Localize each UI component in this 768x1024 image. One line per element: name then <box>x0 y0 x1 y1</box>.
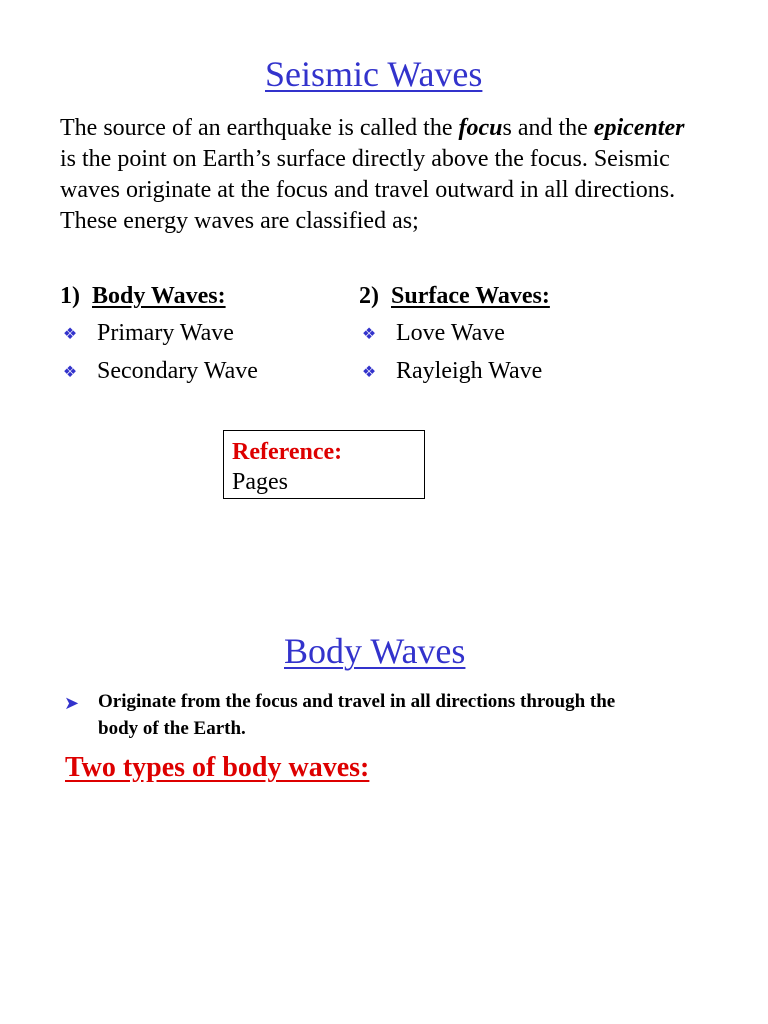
two-types-heading: Two types of body waves: <box>65 752 370 783</box>
arrow-bullet-icon: ➤ <box>64 693 80 713</box>
list-item <box>359 358 542 385</box>
list-item-text: Love Wave <box>396 320 505 346</box>
reference-box <box>223 430 425 499</box>
intro-paragraph <box>60 113 700 237</box>
body-waves-description: Originate from the focus and travel in all directions through the body of the Earth. <box>98 691 616 739</box>
list-item <box>359 320 505 347</box>
intro-text-4: These energy waves are classified as; <box>60 208 419 234</box>
diamond-bullet-icon: ❖ <box>361 325 377 343</box>
focus-term: focu <box>458 115 503 141</box>
section-title-body-waves: Body Waves <box>284 631 466 671</box>
epicenter-term: epicenter <box>593 115 685 141</box>
intro-text-1: The source of an earthquake is called the <box>60 115 459 141</box>
reference-value: Pages <box>232 469 288 495</box>
page-title-seismic-waves: Seismic Waves <box>265 54 483 94</box>
diamond-bullet-icon: ❖ <box>62 363 78 381</box>
body-waves-heading <box>60 283 226 310</box>
heading-number-2: 2) <box>359 283 379 309</box>
list-item <box>60 358 258 385</box>
surface-waves-heading <box>359 283 550 310</box>
reference-label: Reference: <box>232 439 343 465</box>
diamond-bullet-icon: ❖ <box>361 363 377 381</box>
list-item-text: Rayleigh Wave <box>396 358 543 384</box>
list-item-text: Secondary Wave <box>97 358 258 384</box>
heading-number-1: 1) <box>60 283 80 309</box>
list-item-text: Primary Wave <box>97 320 234 346</box>
list-item <box>60 320 234 347</box>
heading-label-2: Surface Waves: <box>391 283 550 309</box>
intro-text-3: is the point on Earth’s surface directly above the focus. Seismic waves originate at the focus and travel outward in all directions. <box>60 146 676 203</box>
heading-label-1: Body Waves: <box>92 283 226 309</box>
intro-text-2: s and the <box>502 115 594 141</box>
diamond-bullet-icon: ❖ <box>62 325 78 343</box>
